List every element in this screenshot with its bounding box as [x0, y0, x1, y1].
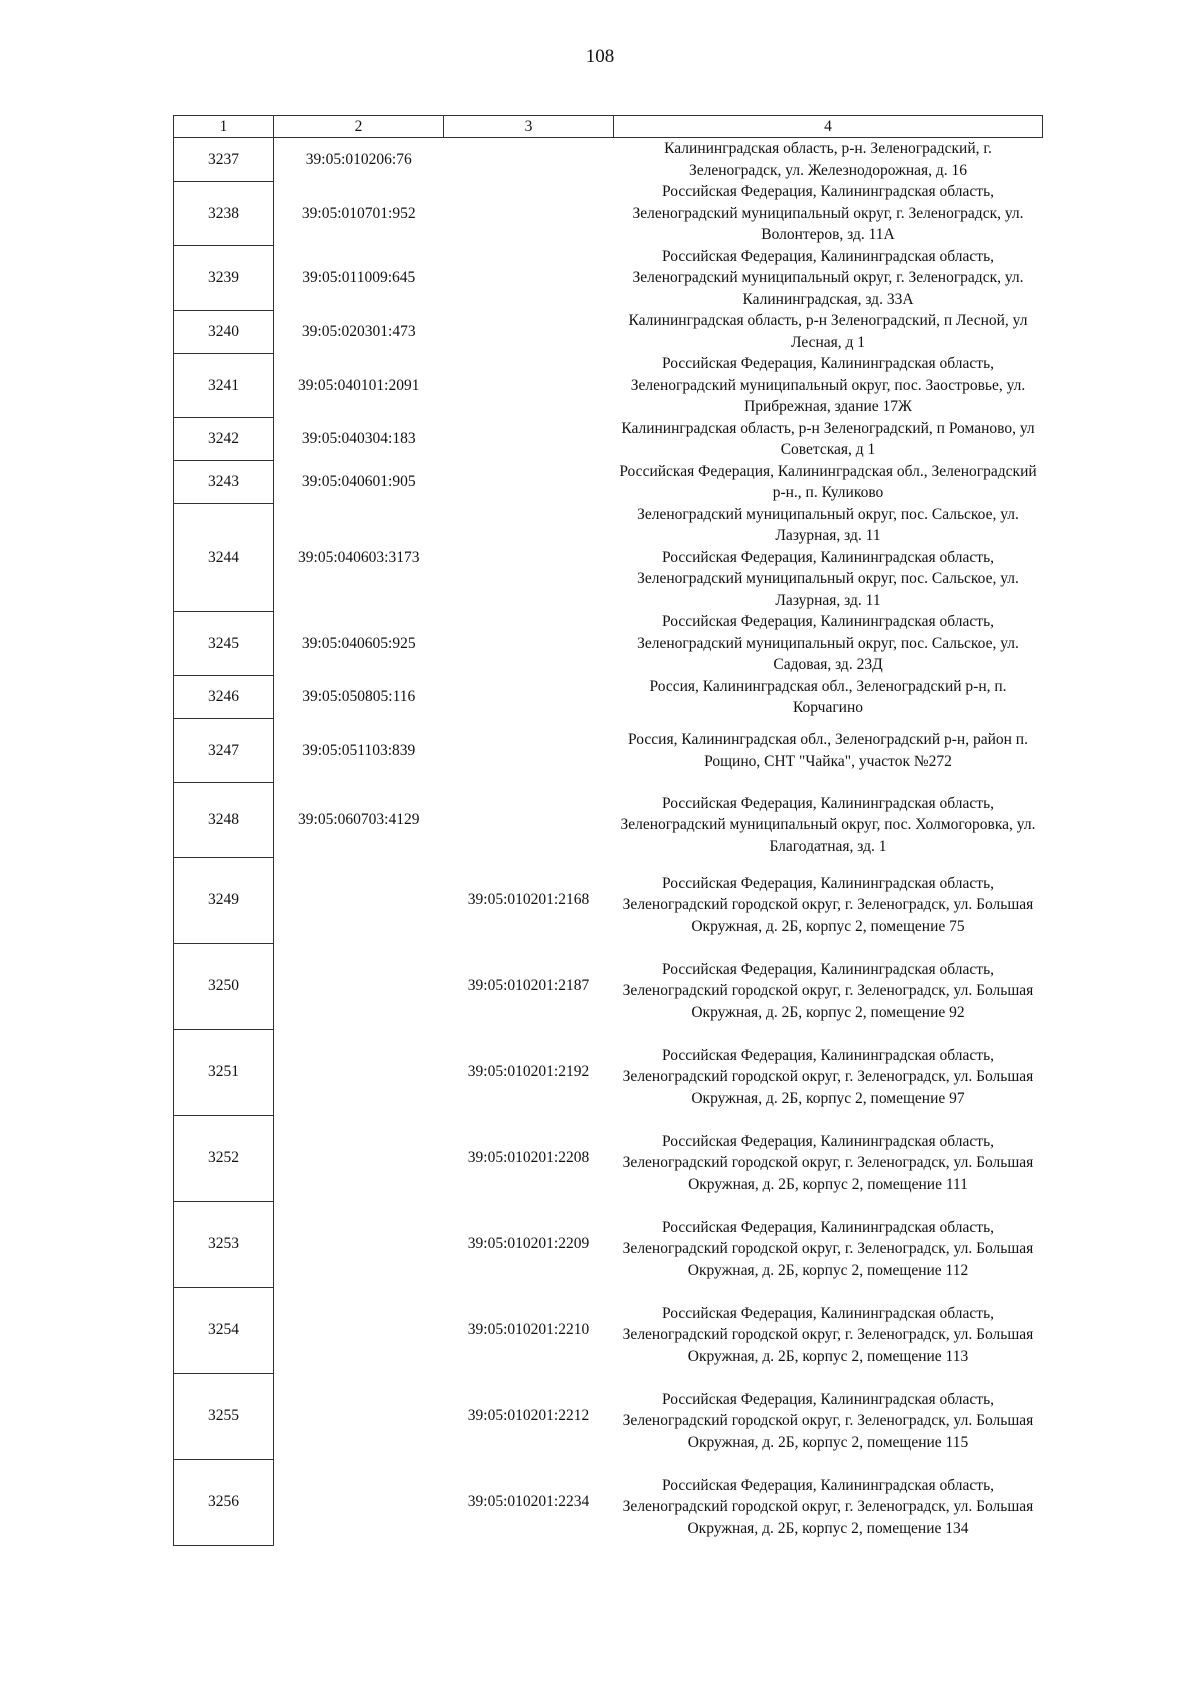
- table-row: [174, 504, 1043, 612]
- table-row: [174, 857, 1043, 943]
- table-row: [174, 1115, 1043, 1201]
- address-cell: [614, 353, 1043, 418]
- address-text: Российская Федерация, Калининградская область, Зеленоградский городской округ, г. Зеленоградск, ул. Большая Окружная, д. 2Б, корпус 2, помещение 111: [622, 1132, 1034, 1193]
- table-row: [174, 676, 1043, 719]
- cadastral-number-premises: [444, 353, 614, 418]
- address-cell: [614, 181, 1043, 246]
- cadastral-number-premises: 39:05:010201:2168: [467, 891, 590, 909]
- row-number: 3239: [174, 246, 274, 311]
- row-number: 3245: [174, 611, 274, 676]
- address-text: Калининградская область, р-н Зеленоградский, п Романово, ул Советская, д 1: [621, 419, 1035, 458]
- cadastral-number-premises: [444, 676, 614, 719]
- header-row: [174, 116, 1043, 138]
- row-number: 3254: [174, 1287, 274, 1373]
- address-cell: [614, 1373, 1043, 1459]
- table-row: [174, 719, 1043, 783]
- cadastral-number-premises: [444, 719, 614, 783]
- address-cell: [614, 676, 1043, 719]
- table-row: [174, 611, 1043, 676]
- cadastral-number-land: 39:05:040603:3173: [298, 548, 420, 566]
- address-cell: [614, 1201, 1043, 1287]
- table-row: [174, 1201, 1043, 1287]
- registry-table: [173, 115, 1043, 1546]
- address-cell: [614, 418, 1043, 461]
- table-row: [174, 1287, 1043, 1373]
- address-text: Российская Федерация, Калининградская область, Зеленоградский городской округ, г. Зеленоградск, ул. Большая Окружная, д. 2Б, корпус 2, помещение 112: [622, 1218, 1034, 1279]
- address-text: Российская Федерация, Калининградская область, Зеленоградский городской округ, г. Зеленоградск, ул. Большая Окружная, д. 2Б, корпус 2, помещение 115: [622, 1390, 1034, 1451]
- cadastral-number-land: 39:05:060703:4129: [298, 811, 420, 828]
- row-number: 3238: [174, 181, 274, 246]
- table-row: [174, 310, 1043, 353]
- row-number: 3237: [174, 138, 274, 182]
- cadastral-number-premises: 39:05:010201:2234: [467, 1493, 590, 1511]
- address-text: Российская Федерация, Калининградская область, Зеленоградский муниципальный округ, пос. Сальское, ул. Садовая, зд. 23Д: [637, 613, 1019, 673]
- cadastral-number-premises: [444, 246, 614, 311]
- address-cell: [614, 857, 1043, 943]
- address-cell: [614, 719, 1043, 783]
- address-text: Российская Федерация, Калининградская область, Зеленоградский городской округ, г. Зеленоградск, ул. Большая Окружная, д. 2Б, корпус 2, помещение 75: [622, 874, 1034, 935]
- address-cell: [614, 246, 1043, 311]
- table-row: [174, 783, 1043, 858]
- row-number: 3241: [174, 353, 274, 418]
- table-row: [174, 418, 1043, 461]
- row-number: 3244: [174, 504, 274, 612]
- cadastral-number-land: 39:05:040601:905: [301, 473, 416, 491]
- cadastral-number-land: [274, 1029, 444, 1115]
- table-row: [174, 181, 1043, 246]
- row-number: 3251: [174, 1029, 274, 1115]
- table-row: [174, 246, 1043, 311]
- address-cell: [614, 461, 1043, 504]
- cadastral-number-premises: [444, 504, 614, 612]
- row-number: 3242: [174, 418, 274, 461]
- cadastral-number-premises: [444, 181, 614, 246]
- cadastral-number-land: [274, 943, 444, 1029]
- cadastral-number-land: 39:05:020301:473: [301, 322, 416, 340]
- address-cell: [614, 138, 1043, 182]
- address-text: Российская Федерация, Калининградская область, Зеленоградский муниципальный округ, г. Зеленоградск, ул. Калининградская, зд. 33А: [632, 247, 1024, 308]
- row-number: 3249: [174, 857, 274, 943]
- cadastral-number-land: [274, 1115, 444, 1201]
- address-cell: [614, 611, 1043, 676]
- row-number: 3240: [174, 310, 274, 353]
- table-row: [174, 1373, 1043, 1459]
- address-text: Российская Федерация, Калининградская обл., Зеленоградский р-н., п. Куликово: [619, 462, 1037, 501]
- row-number: 3248: [174, 783, 274, 858]
- row-number: 3246: [174, 676, 274, 719]
- cadastral-number-land: 39:05:040304:183: [301, 430, 416, 448]
- cadastral-number-premises: 39:05:010201:2187: [467, 977, 590, 995]
- cadastral-number-premises: [444, 418, 614, 461]
- column-header-1: 1: [174, 116, 274, 138]
- cadastral-number-premises: [444, 783, 614, 858]
- cadastral-number-premises: [444, 611, 614, 676]
- cadastral-number-premises: [444, 461, 614, 504]
- table-row: [174, 943, 1043, 1029]
- cadastral-number-premises: 39:05:010201:2212: [467, 1407, 590, 1425]
- address-text: Зеленоградский муниципальный округ, пос. Сальское, ул. Лазурная, зд. 11: [637, 505, 1019, 544]
- cadastral-number-premises: [444, 310, 614, 353]
- cadastral-number-premises: 39:05:010201:2192: [467, 1063, 590, 1081]
- address-text: Российская Федерация, Калининградская область, Зеленоградский муниципальный округ, пос. Заостровье, ул. Прибрежная, здание 17Ж: [630, 355, 1026, 415]
- table-row: [174, 1029, 1043, 1115]
- address-cell: [614, 504, 1043, 612]
- row-number: 3247: [174, 719, 274, 783]
- table-row: [174, 138, 1043, 182]
- column-header-3: 3: [444, 116, 614, 138]
- address-cell: [614, 1029, 1043, 1115]
- address-cell: [614, 783, 1043, 858]
- column-header-2: 2: [274, 116, 444, 138]
- cadastral-number-land: [274, 1287, 444, 1373]
- address-text: Россия, Калининградская обл., Зеленоградский р-н, п. Корчагино: [649, 677, 1007, 716]
- cadastral-number-land: [274, 1373, 444, 1459]
- address-text: Калининградская область, р-н Зеленоградский, п Лесной, ул Лесная, д 1: [628, 312, 1028, 351]
- address-text-secondary: Российская Федерация, Калининградская область, Зеленоградский муниципальный округ, пос. Сальское, ул. Лазурная, зд. 11: [637, 548, 1019, 609]
- column-header-4: 4: [614, 116, 1043, 138]
- address-text: Российская Федерация, Калининградская область, Зеленоградский муниципальный округ, пос. Холмогоровка, ул. Благодатная, зд. 1: [620, 794, 1036, 855]
- address-text: Российская Федерация, Калининградская область, Зеленоградский городской округ, г. Зеленоградск, ул. Большая Окружная, д. 2Б, корпус 2, помещение 97: [622, 1046, 1034, 1107]
- address-text: Российская Федерация, Калининградская область, Зеленоградский городской округ, г. Зеленоградск, ул. Большая Окружная, д. 2Б, корпус 2, помещение 134: [622, 1476, 1034, 1537]
- page-number: 108: [585, 46, 615, 67]
- cadastral-number-land: 39:05:010701:952: [301, 204, 416, 222]
- row-number: 3256: [174, 1459, 274, 1545]
- address-cell: [614, 943, 1043, 1029]
- row-number: 3252: [174, 1115, 274, 1201]
- address-text: Российская Федерация, Калининградская область, Зеленоградский городской округ, г. Зеленоградск, ул. Большая Окружная, д. 2Б, корпус 2, помещение 92: [622, 960, 1034, 1021]
- cadastral-number-land: 39:05:051103:839: [302, 741, 416, 759]
- cadastral-number-land: [274, 857, 444, 943]
- address-cell: [614, 1459, 1043, 1545]
- cadastral-number-premises: [444, 138, 614, 182]
- cadastral-number-land: 39:05:040101:2091: [298, 376, 420, 394]
- table-row: [174, 353, 1043, 418]
- cadastral-number-land: 39:05:040605:925: [301, 634, 416, 652]
- cadastral-number-land: [274, 1201, 444, 1287]
- address-text: Россия, Калининградская обл., Зеленоградский р-н, район п. Рощино, СНТ "Чайка", участок №272: [628, 731, 1028, 770]
- cadastral-number-land: 39:05:010206:76: [305, 150, 412, 168]
- table-row: [174, 1459, 1043, 1545]
- cadastral-number-land: [274, 1459, 444, 1545]
- address-cell: [614, 310, 1043, 353]
- table-row: [174, 461, 1043, 504]
- address-cell: [614, 1287, 1043, 1373]
- address-text: Калининградская область, р-н. Зеленоградский, г. Зеленоградск, ул. Железнодорожная, д. 16: [664, 140, 992, 179]
- address-text: Российская Федерация, Калининградская область, Зеленоградский городской округ, г. Зеленоградск, ул. Большая Окружная, д. 2Б, корпус 2, помещение 113: [622, 1304, 1034, 1365]
- row-number: 3253: [174, 1201, 274, 1287]
- row-number: 3250: [174, 943, 274, 1029]
- row-number: 3243: [174, 461, 274, 504]
- address-text: Российская Федерация, Калининградская область, Зеленоградский муниципальный округ, г. Зеленоградск, ул. Волонтеров, зд. 11А: [632, 183, 1024, 243]
- cadastral-number-land: 39:05:050805:116: [302, 688, 416, 706]
- cadastral-number-premises: 39:05:010201:2209: [467, 1235, 590, 1253]
- cadastral-number-premises: 39:05:010201:2208: [467, 1149, 590, 1167]
- address-cell: [614, 1115, 1043, 1201]
- cadastral-number-premises: 39:05:010201:2210: [467, 1321, 590, 1339]
- cadastral-number-land: 39:05:011009:645: [302, 269, 416, 286]
- row-number: 3255: [174, 1373, 274, 1459]
